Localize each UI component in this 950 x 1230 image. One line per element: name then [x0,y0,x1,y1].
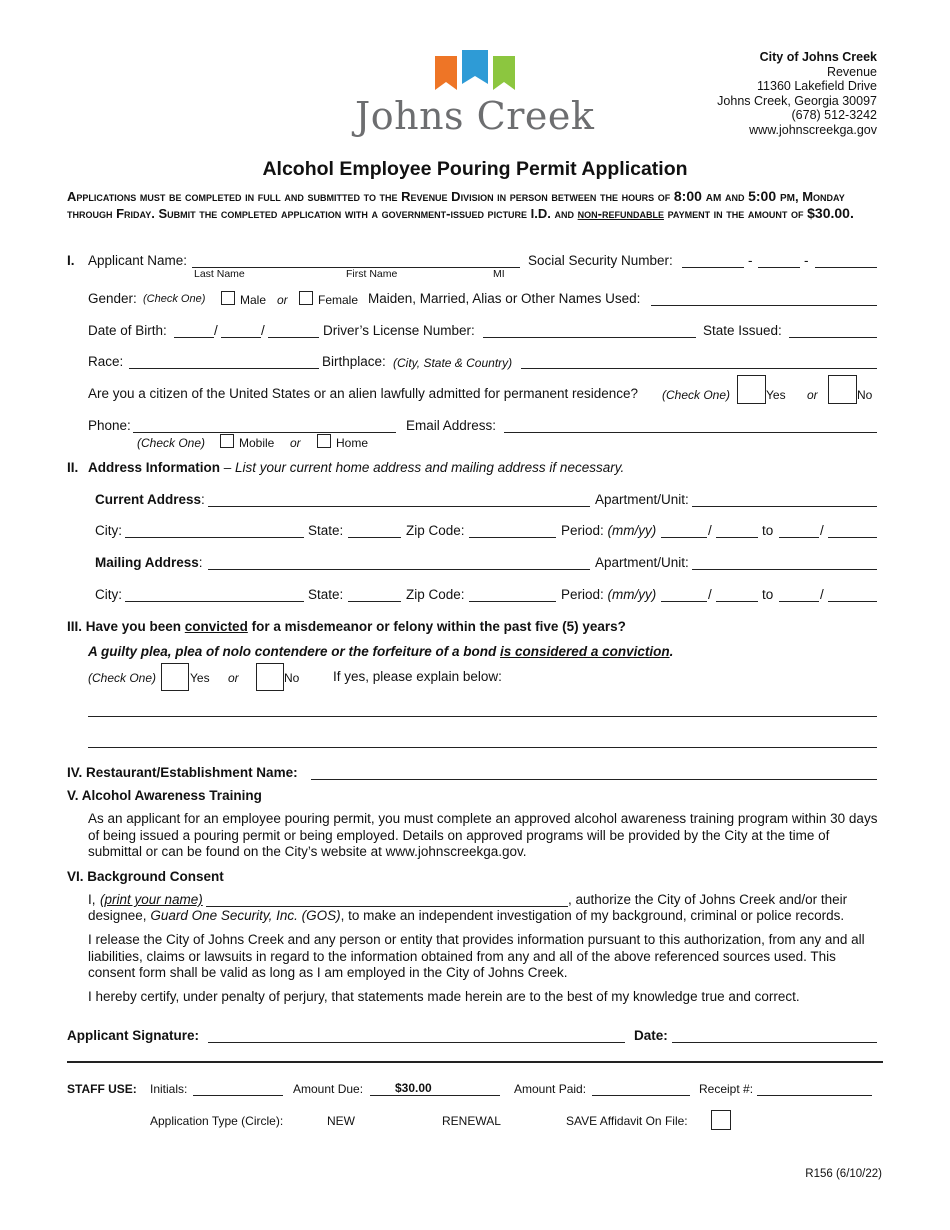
mailing-period-to-month[interactable] [779,586,819,602]
email-field[interactable] [504,417,877,433]
dob-year-field[interactable] [268,322,319,338]
female-checkbox[interactable] [299,291,313,305]
form-code: R156 (6/10/22) [805,1168,882,1180]
date-label: Date: [634,1028,668,1043]
section-2-heading: Address Information – List your current home address and mailing address if necessary. [88,460,625,475]
mailing-period-to: to [762,587,774,602]
save-affidavit-checkbox[interactable] [711,1110,731,1130]
mailing-period-slash-2: / [820,587,824,602]
office-address [717,50,877,137]
last-name-caption: Last Name [194,268,245,280]
receipt-label: Receipt #: [699,1082,754,1096]
conviction-no-label: No [284,671,300,685]
ssn-part1-field[interactable] [682,252,744,268]
dob-month-field[interactable] [174,322,214,338]
birthplace-field[interactable] [521,353,877,369]
amount-due-value: $30.00 [395,1081,432,1095]
logo-text: Johns Creek [355,94,595,138]
office-dept: Revenue [826,64,877,79]
mailing-period-to-year[interactable] [828,586,877,602]
section-6-title: VI. Background Consent [67,869,224,884]
dob-day-field[interactable] [221,322,261,338]
maiden-names-label: Maiden, Married, Alias or Other Names Used: [368,291,641,306]
mobile-checkbox[interactable] [220,434,234,448]
home-checkbox[interactable] [317,434,331,448]
section-3-question: III. Have you been convicted for a misdemeanor or felony within the past five (5) years? [67,619,626,634]
office-web: www.johnscreekga.gov [749,122,877,137]
current-apt-field[interactable] [692,491,877,507]
current-period-slash-1: / [708,523,712,538]
conviction-yes-checkbox[interactable] [161,663,189,691]
mailing-address-field[interactable] [208,554,590,570]
citizen-yes-checkbox[interactable] [737,375,766,404]
mi-caption: MI [493,268,505,280]
mailing-period-from-month[interactable] [661,586,707,602]
conviction-yes-label: Yes [190,671,210,685]
mailing-apt-label: Apartment/Unit: [595,555,689,570]
dl-label: Driver’s License Number: [323,323,475,338]
current-period-slash-2: / [820,523,824,538]
app-type-label: Application Type (Circle): [150,1114,284,1128]
logo [355,48,600,143]
citizen-or: or [807,388,818,402]
home-label: Home [336,436,369,450]
training-paragraph: As an applicant for an employee pouring permit, you must complete an approved alcohol awareness training program within 30 days of being issued a pouring permit or being employed. Details on approved programs will be provided by the City at the time of submittal or can be found on the City’s website at www.johnscreekga.gov. [88,811,878,859]
amount-paid-field[interactable] [592,1081,690,1096]
divider [67,1061,883,1063]
state-issued-label: State Issued: [703,323,782,338]
app-type-renewal[interactable]: RENEWAL [442,1114,501,1128]
birthplace-label: Birthplace: [322,354,386,369]
gender-label: Gender: [88,291,137,306]
mailing-state-field[interactable] [348,586,401,602]
establishment-label: IV. Restaurant/Establishment Name: [67,765,298,780]
office-city: Johns Creek, Georgia 30097 [717,93,877,108]
mailing-state-label: State: [308,587,344,602]
female-label: Female [318,293,359,307]
dob-label: Date of Birth: [88,323,167,338]
save-affidavit-label: SAVE Affidavit On File: [566,1114,688,1128]
citizen-yes-label: Yes [766,388,786,402]
phone-label: Phone: [88,418,131,433]
citizen-check-one: (Check One) [662,388,731,402]
mailing-city-field[interactable] [125,586,304,602]
explain-line-2[interactable] [88,747,877,748]
initials-label: Initials: [150,1082,188,1096]
mailing-apt-field[interactable] [692,554,877,570]
gender-or: or [277,293,288,307]
gender-check-one: (Check One) [143,293,206,305]
ssn-label: Social Security Number: [528,253,673,268]
date-field[interactable] [672,1027,877,1043]
release-paragraph: I release the City of Johns Creek and any person or entity that provides information pursuant to this authorization, from any and all liabilities, claims or lawsuits in regard to the information obtained from any and all of the above referenced sources used. This consent form shall be valid as long as I am employed in the City of Johns Creek. [88,932,865,980]
phone-field[interactable] [133,417,396,433]
mailing-period-slash-1: / [708,587,712,602]
designee-line: designee, Guard One Security, Inc. (GOS), to make an independent investigation of my background, criminal or police records. [88,908,845,923]
section-2-number: II. [67,460,79,475]
conviction-check-one: (Check One) [88,671,157,685]
office-name: City of Johns Creek [759,50,877,64]
signature-field[interactable] [208,1027,625,1043]
mailing-zip-field[interactable] [469,586,556,602]
current-state-field[interactable] [348,522,401,538]
establishment-field[interactable] [311,764,877,780]
applicant-name-field[interactable] [192,252,520,268]
initials-field[interactable] [193,1081,283,1096]
current-period-to-year[interactable] [828,522,877,538]
explain-line-1[interactable] [88,716,877,717]
current-period-to-month[interactable] [779,522,819,538]
signature-label: Applicant Signature: [67,1028,200,1043]
first-name-caption: First Name [346,268,398,280]
state-issued-field[interactable] [789,322,877,338]
current-city-label: City: [95,523,122,538]
mobile-label: Mobile [239,436,275,450]
ssn-part3-field[interactable] [815,252,877,268]
maiden-names-field[interactable] [651,290,877,306]
conviction-no-checkbox[interactable] [256,663,284,691]
office-phone: (678) 512-3242 [791,108,877,122]
ssn-dash-1: - [748,253,753,268]
male-label: Male [240,293,267,307]
ssn-dash-2: - [804,253,809,268]
staff-use-label: STAFF USE: [67,1082,137,1096]
print-name-field[interactable] [206,891,568,907]
amount-due-label: Amount Due: [293,1082,364,1096]
current-address-field[interactable] [208,491,590,507]
phone-or: or [290,436,301,450]
current-apt-label: Apartment/Unit: [595,492,689,507]
amount-paid-label: Amount Paid: [514,1082,587,1096]
phone-check-one: (Check One) [137,436,206,450]
race-label: Race: [88,354,124,369]
email-label: Email Address: [406,418,497,433]
dob-slash-1: / [214,323,218,338]
applicant-name-label: Applicant Name: [88,253,188,268]
current-state-label: State: [308,523,344,538]
current-zip-field[interactable] [469,522,556,538]
dob-slash-2: / [261,323,265,338]
amount-due-field [370,1081,500,1096]
citizen-no-checkbox[interactable] [828,375,857,404]
section-1-number: I. [67,253,75,268]
office-street: 11360 Lakefield Drive [757,79,877,93]
consent-i: I, [88,892,96,907]
birthplace-hint: (City, State & Country) [393,356,513,370]
receipt-field[interactable] [757,1081,872,1096]
current-address-label: Current Address: [95,492,205,507]
race-field[interactable] [129,353,319,369]
conviction-explain-label: If yes, please explain below: [333,669,502,684]
page-title: Alcohol Employee Pouring Permit Application [262,158,688,180]
mailing-zip-label: Zip Code: [406,587,465,602]
intro-paragraph: Applications must be completed in full and submitted to the Revenue Division in person between the hours of 8:00 am and 5:00 pm, Monday through Friday. Submit the completed application with a government-issued picture I.D. and non-refundable payment in the amount of $30.00. [67,188,854,221]
current-period-label: Period: (mm/yy) [561,523,657,538]
print-name-hint: (print your name) [100,892,203,907]
male-checkbox[interactable] [221,291,235,305]
ssn-part2-field[interactable] [758,252,800,268]
mailing-city-label: City: [95,587,122,602]
current-period-from-month[interactable] [661,522,707,538]
certify-text: I hereby certify, under penalty of perjury, that statements made herein are to the best of my knowledge true and correct. [88,989,800,1004]
dl-number-field[interactable] [483,322,696,338]
current-period-to: to [762,523,774,538]
section-5-title: V. Alcohol Awareness Training [67,788,262,803]
current-zip-label: Zip Code: [406,523,465,538]
conviction-note: A guilty plea, plea of nolo contendere or the forfeiture of a bond is considered a conviction. [88,644,674,659]
citizen-question: Are you a citizen of the United States or an alien lawfully admitted for permanent residence? [88,386,639,401]
current-city-field[interactable] [125,522,304,538]
mailing-period-from-year[interactable] [716,586,758,602]
logo-mark-icon [355,48,600,98]
current-period-from-year[interactable] [716,522,758,538]
citizen-no-label: No [857,388,873,402]
mailing-period-label: Period: (mm/yy) [561,587,657,602]
app-type-new[interactable]: NEW [327,1114,355,1128]
conviction-or: or [228,671,239,685]
authorize-text: , authorize the City of Johns Creek and/or their [568,892,848,907]
mailing-address-label: Mailing Address: [95,555,203,570]
